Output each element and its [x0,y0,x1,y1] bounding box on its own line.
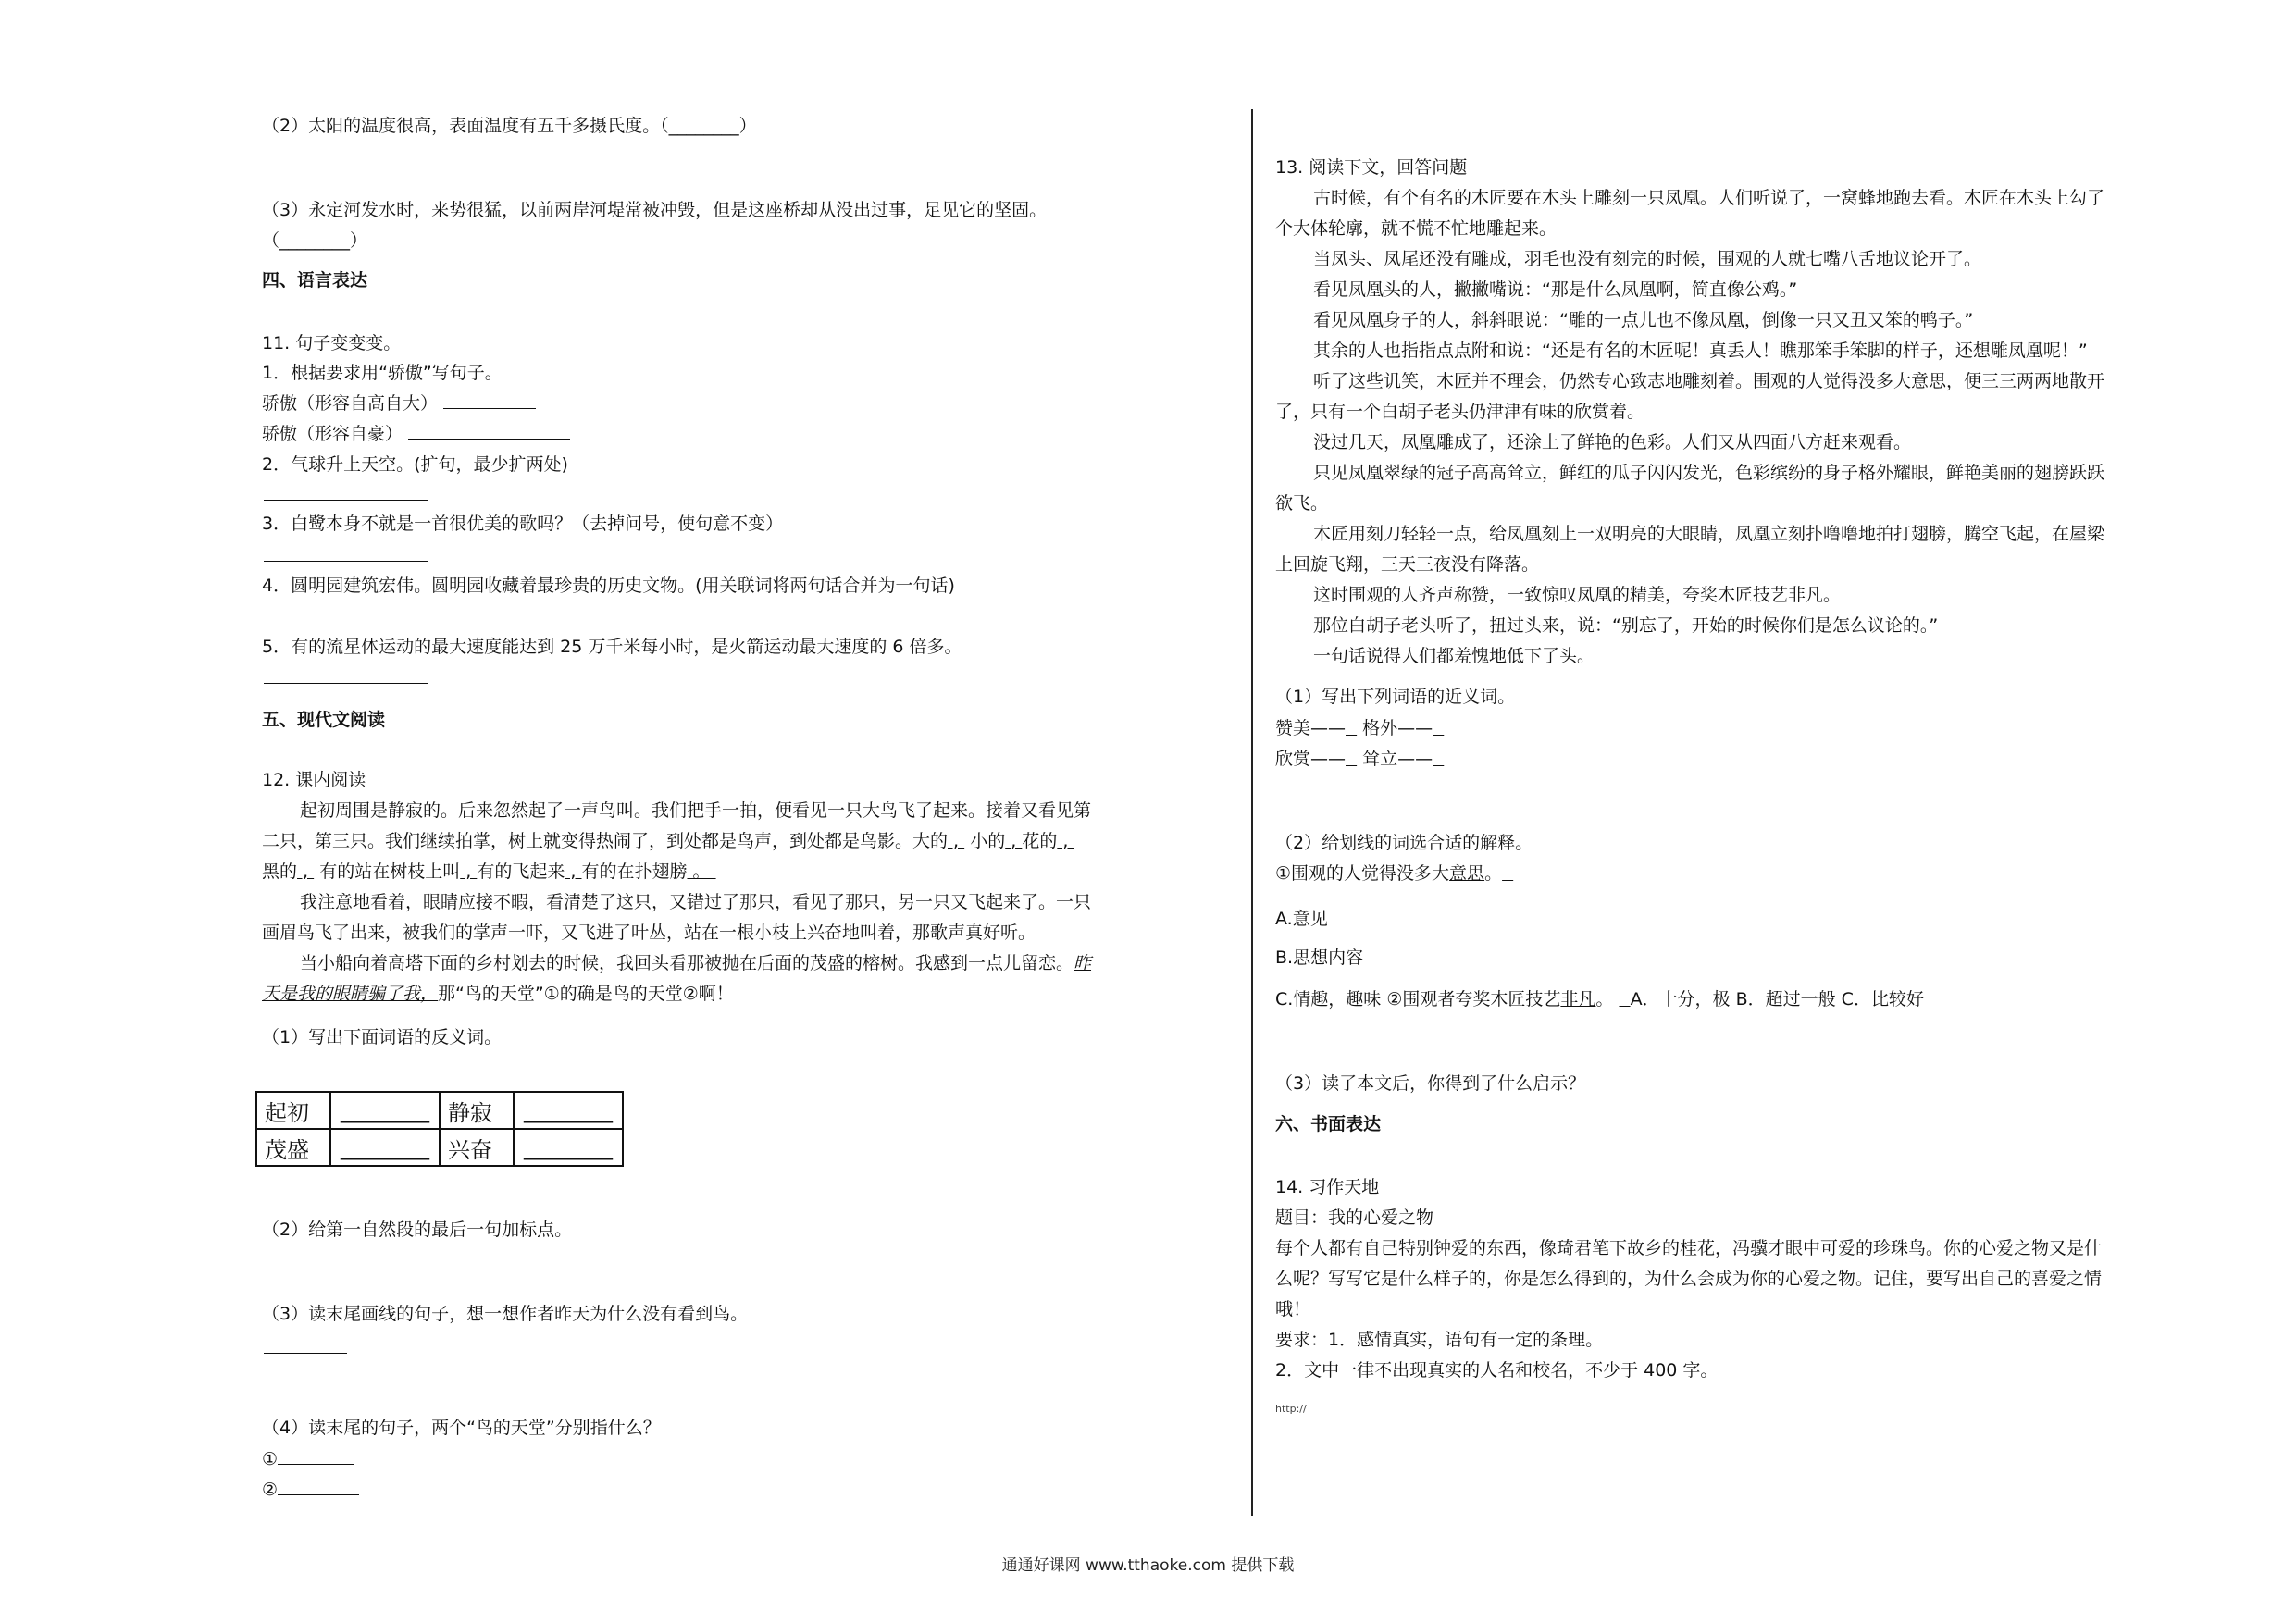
q11-2: 2．气球升上天空。(扩句，最少扩两处) [262,454,568,475]
story-p4: 看见凤凰身子的人，斜斜眼说：“雕的一点儿也不像凤凰，倒像一只又丑又笨的鸭子。” [1313,310,1974,330]
table-cell: ________ [514,1092,623,1129]
q12-4-answer-1: ① [262,1447,354,1471]
table-cell: 起初 [256,1092,330,1129]
story-p5: 其余的人也指指点点附和说：“还是有名的木匠呢！真丢人！瞧那笨手笨脚的样子，还想雕凤凰呢！” [1313,341,2088,361]
story-p6-line1: 听了这些讥笑，木匠并不理会，仍然专心致志地雕刻着。围观的人觉得没多大意思，便三三两两地散开 [1313,371,2105,391]
table-cell: ________ [330,1092,440,1129]
passage-p2-line2: 画眉鸟飞了出来，被我们的掌声一吓，又飞进了叶丛，站在一根小枝上兴奋地叫着，那歌声真好听。 [262,923,1036,943]
q13-2-option-a: A.意见 [1275,909,1328,929]
q13-1-row1: 赞美—— 格外—— [1275,718,1433,738]
q12-4: （4）读末尾的句子，两个“鸟的天堂”分别指什么？ [262,1418,661,1438]
q12-1: （1）写出下面词语的反义词。 [262,1027,503,1047]
antonym-table [255,1091,624,1167]
q11-title: 11. 句子变变变。 [262,333,402,353]
table-row [256,1129,623,1166]
q13-1: （1）写出下列词语的近义词。 [1275,687,1516,707]
story-p9-line1: 木匠用刻刀轻轻一点，给凤凰刻上一双明亮的大眼睛，凤凰立刻扑噜噜地拍打翅膀，腾空飞起，在屋梁 [1313,524,2105,544]
story-p9-line2: 上回旋飞翔，三天三夜没有降落。 [1275,554,1540,575]
essay-prompt-line2: 么呢？写写它是什么样子的，你是怎么得到的，为什么会成为你的心爱之物。记住，要写出自己的喜爱之情 [1275,1269,2103,1289]
q12-4-answer-2: ② [262,1478,359,1502]
q11-5: 5．有的流星体运动的最大速度能达到 25 万千米每小时，是火箭运动最大速度的 6 倍多。 [262,637,962,657]
q14-title: 14. 习作天地 [1275,1177,1380,1197]
q13-2-option-c: C.情趣，趣味 ②围观者夸奖木匠技艺非凡。 A．十分，极 B．超过一般 C．比较好 [1275,989,1924,1010]
table-cell: 兴奋 [440,1129,514,1166]
column-divider [1251,109,1253,1516]
passage-p1-line1: 起初周围是静寂的。后来忽然起了一声鸟叫。我们把手一拍，便看见一只大鸟飞了起来。接着又看见第 [300,800,1092,821]
q13-2-item1: ①围观的人觉得没多大意思。 [1275,863,1503,884]
story-p6-line2: 了，只有一个白胡子老头仍津津有味的欣赏着。 [1275,402,1645,422]
story-p10: 这时围观的人齐声称赞，一致惊叹凤凰的精美，夸奖木匠技艺非凡。 [1313,585,1842,605]
passage-p3-line1: 当小船向着高塔下面的乡村划去的时候，我回头看那被抛在后面的茂盛的榕树。我感到一点儿留恋。昨 [300,953,1092,973]
table-row [256,1092,623,1129]
story-p2: 当凤头、凤尾还没有雕成，羽毛也没有刻完的时候，围观的人就七嘴八舌地议论开了。 [1313,249,1982,269]
q10-item-3-blank: （________） [262,230,368,251]
essay-topic: 题目：我的心爱之物 [1275,1208,1434,1228]
page-footer: 通通好课网 www.tthaoke.com 提供下载 [1001,1556,1295,1575]
story-p1-line1: 古时候，有个有名的木匠要在木头上雕刻一只凤凰。人们听说了，一窝蜂地跑去看。木匠在木头上勾了 [1313,188,2105,208]
essay-prompt-line1: 每个人都有自己特别钟爱的东西，像琦君笔下故乡的桂花，冯骥才眼中可爱的珍珠鸟。你的心爱之物又是什 [1275,1238,2103,1258]
story-p8-line2: 欲飞。 [1275,493,1329,514]
essay-requirement-2: 2．文中一律不出现真实的人名和校名，不少于 400 字。 [1275,1360,1719,1381]
q13-1-row2: 欣赏—— 耸立—— [1275,749,1433,769]
story-p1-line2: 个大体轮廓，就不慌不忙地雕起来。 [1275,218,1558,239]
essay-requirement-1: 要求：1．感情真实，语句有一定的条理。 [1275,1330,1604,1350]
q11-1: 1．根据要求用“骄傲”写句子。 [262,363,503,383]
story-p12: 一句话说得人们都羞愧地低下了头。 [1313,646,1595,666]
q11-2-answer-line [264,500,428,501]
q13-3: （3）读了本文后，你得到了什么启示？ [1275,1073,1586,1094]
q11-3-answer-line [264,561,428,562]
q13-2: （2）给划线的词选合适的解释。 [1275,833,1533,853]
q12-2: （2）给第一自然段的最后一句加标点。 [262,1220,573,1240]
q12-3: （3）读末尾画线的句子，想一想作者昨天为什么没有看到鸟。 [262,1304,749,1324]
http-text: http:// [1275,1403,1307,1415]
passage-p1-line2: 二只，第三只。我们继续拍掌，树上就变得热闹了，到处都是鸟声，到处都是鸟影。大的 , 小的 , 花的 , [262,831,1074,851]
passage-p3-line2: 天是我的眼睛骗了我，那“鸟的天堂”①的确是鸟的天堂②啊！ [262,984,734,1004]
q11-4: 4．圆明园建筑宏伟。圆明园收藏着最珍贵的历史文物。(用关联词将两句话合并为一句话) [262,576,955,596]
q13-2-option-b: B.思想内容 [1275,948,1364,968]
table-cell: 茂盛 [256,1129,330,1166]
section-5-heading: 五、现代文阅读 [262,710,386,730]
story-p7: 没过几天，凤凰雕成了，还涂上了鲜艳的色彩。人们又从四面八方赶来观看。 [1313,432,1912,452]
story-p3: 看见凤凰头的人，撇撇嘴说：“那是什么凤凰啊，简直像公鸡。” [1313,279,1798,300]
table-cell: ________ [330,1129,440,1166]
table-cell: 静寂 [440,1092,514,1129]
table-cell: ________ [514,1129,623,1166]
section-6-heading: 六、书面表达 [1275,1114,1382,1134]
q12-title: 12. 课内阅读 [262,770,366,790]
story-p11: 那位白胡子老头听了，扭过头来，说：“别忘了，开始的时候你们是怎么议论的。” [1313,615,1939,636]
essay-prompt-line3: 哦！ [1275,1299,1311,1319]
q10-item-3: （3）永定河发水时，来势很猛，以前两岸河堤常被冲毁，但是这座桥却从没出过事，足见它的坚固。 [262,200,1048,220]
story-p8-line1: 只见凤凰翠绿的冠子高高耸立，鲜红的瓜子闪闪发光，色彩缤纷的身子格外耀眼，鲜艳美丽的翅膀跃跃 [1313,463,2105,483]
q11-3: 3．白鹭本身不就是一首很优美的歌吗？（去掉问号，使句意不变） [262,514,784,534]
q13-title: 13. 阅读下文，回答问题 [1275,157,1468,178]
passage-p2-line1: 我注意地看着，眼睛应接不暇，看清楚了这只，又错过了那只，看见了那只，另一只又飞起来了。一只 [300,892,1092,912]
q12-3-answer-line [264,1353,347,1354]
q11-5-answer-line [264,683,428,684]
q10-item-2: （2）太阳的温度很高，表面温度有五千多摄氏度。（________） [262,116,757,136]
section-4-heading: 四、语言表达 [262,270,368,291]
passage-p1-line3: 黑的 , 有的站在树枝上叫 , 有的飞起来 , 有的在扑翅膀 。 [262,861,716,882]
q11-1a: 骄傲（形容自高自大） [262,391,536,415]
q11-1b: 骄傲（形容自豪） [262,422,570,446]
